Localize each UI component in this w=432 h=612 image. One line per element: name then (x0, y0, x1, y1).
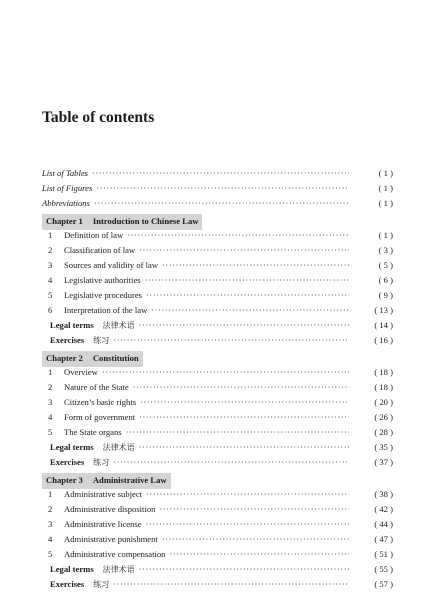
dot-leader (102, 365, 349, 380)
toc-entry-label: The State organs (64, 427, 122, 437)
toc-entry-exercises[interactable] (42, 577, 393, 592)
toc-page-number: ( 44 ) (374, 519, 393, 529)
dot-leader (162, 258, 349, 273)
toc-page-number: ( 1 ) (378, 183, 393, 193)
dot-leader (140, 395, 349, 410)
toc-entry-label: Overview (64, 367, 98, 377)
toc-entry-label: Classification of law (64, 245, 136, 255)
toc-entry-label: List of Tables (42, 168, 89, 178)
toc-entry[interactable] (42, 258, 393, 273)
toc-page-number: ( 1 ) (378, 198, 393, 208)
section-number: 4 (48, 275, 53, 285)
toc-entry-label: Abbreviations (42, 198, 90, 208)
table-of-contents (42, 166, 393, 592)
dot-leader (162, 532, 349, 547)
section-number: 2 (48, 382, 53, 392)
toc-entry[interactable] (42, 502, 393, 517)
toc-entry-exercises[interactable] (42, 455, 393, 470)
section-number: 6 (48, 305, 53, 315)
toc-page-number: ( 37 ) (374, 457, 393, 467)
toc-page-number: ( 57 ) (374, 579, 393, 589)
toc-entry[interactable] (42, 425, 393, 440)
toc-entry-legal-terms[interactable] (42, 318, 393, 333)
chapter-heading-row (42, 211, 393, 228)
dot-leader (139, 243, 349, 258)
toc-entry-label: Citizen’s basic rights (64, 397, 137, 407)
toc-entry-abbreviations[interactable] (42, 196, 393, 211)
toc-page-number: ( 28 ) (374, 427, 393, 437)
section-number: 3 (48, 397, 53, 407)
toc-page-number: ( 55 ) (374, 564, 393, 574)
toc-entry-label: Interpretation of the law (64, 305, 148, 315)
dot-leader (126, 425, 349, 440)
dot-leader (146, 487, 349, 502)
toc-page-number: ( 16 ) (374, 335, 393, 345)
toc-page-number: ( 51 ) (374, 549, 393, 559)
toc-entry[interactable] (42, 532, 393, 547)
dot-leader (139, 562, 349, 577)
toc-page-number: ( 3 ) (378, 245, 393, 255)
toc-entry-chinese: 练习 (93, 336, 110, 345)
toc-page-number: ( 35 ) (374, 442, 393, 452)
dot-leader (139, 440, 349, 455)
toc-page-number: ( 38 ) (374, 489, 393, 499)
dot-leader (113, 333, 349, 348)
toc-entry[interactable] (42, 273, 393, 288)
chapter-number: Chapter 2 (46, 353, 83, 363)
toc-entry-chinese: 法律术语 (102, 565, 135, 574)
section-number: 4 (48, 412, 53, 422)
toc-page-number: ( 18 ) (374, 382, 393, 392)
dot-leader (133, 380, 349, 395)
toc-entry-label: Exercises (50, 335, 85, 345)
toc-entry-chinese: 练习 (93, 580, 110, 589)
toc-entry-label: Legislative procedures (64, 290, 143, 300)
toc-entry-label: Administrative disposition (64, 504, 156, 514)
chapter-heading-row (42, 348, 393, 365)
toc-entry[interactable] (42, 410, 393, 425)
toc-entry[interactable] (42, 380, 393, 395)
toc-entry[interactable] (42, 243, 393, 258)
toc-entry-label: Nature of the State (64, 382, 129, 392)
chapter-title: Administrative Law (92, 475, 167, 485)
dot-leader (159, 502, 349, 517)
dot-leader (151, 303, 349, 318)
toc-entry-label: Sources and validity of law (64, 260, 159, 270)
toc-entry-exercises[interactable] (42, 333, 393, 348)
section-number: 1 (48, 230, 53, 240)
toc-page-number: ( 9 ) (378, 290, 393, 300)
toc-entry-label: Form of government (64, 412, 136, 422)
section-number: 1 (48, 489, 53, 499)
toc-entry-chinese: 练习 (93, 458, 110, 467)
toc-page-number: ( 1 ) (378, 230, 393, 240)
toc-page-number: ( 20 ) (374, 397, 393, 407)
toc-entry[interactable] (42, 487, 393, 502)
toc-entry-list-of-tables[interactable] (42, 166, 393, 181)
section-number: 5 (48, 427, 53, 437)
section-number: 3 (48, 519, 53, 529)
toc-entry-label: Exercises (50, 579, 85, 589)
toc-entry[interactable] (42, 517, 393, 532)
toc-page-number: ( 47 ) (374, 534, 393, 544)
toc-entry-label: Legal terms (50, 564, 94, 574)
section-number: 1 (48, 367, 53, 377)
chapter-number: Chapter 3 (46, 475, 83, 485)
toc-entry-label: Administrative subject (64, 489, 143, 499)
page-title: Table of contents (42, 109, 155, 126)
toc-page-number: ( 6 ) (378, 275, 393, 285)
dot-leader (94, 196, 349, 211)
toc-entry-label: Legal terms (50, 442, 94, 452)
toc-page-number: ( 14 ) (374, 320, 393, 330)
dot-leader (139, 410, 349, 425)
dot-leader (139, 318, 349, 333)
toc-entry[interactable] (42, 228, 393, 243)
section-number: 3 (48, 260, 53, 270)
section-number: 4 (48, 534, 53, 544)
toc-entry-list-of-figures[interactable] (42, 181, 393, 196)
toc-entry-label: Legislative authorities (64, 275, 141, 285)
toc-page-number: ( 1 ) (378, 168, 393, 178)
toc-entry-label: Exercises (50, 457, 85, 467)
toc-entry-label: Legal terms (50, 320, 94, 330)
toc-entry[interactable] (42, 288, 393, 303)
dot-leader (146, 288, 349, 303)
toc-entry[interactable] (42, 365, 393, 380)
toc-entry-label: List of Figures (42, 183, 93, 193)
dot-leader (113, 577, 349, 592)
toc-entry[interactable] (42, 303, 393, 318)
section-number: 2 (48, 504, 53, 514)
chapter-number: Chapter 1 (46, 216, 83, 226)
toc-entry-chinese: 法律术语 (102, 321, 135, 330)
toc-page-number: ( 26 ) (374, 412, 393, 422)
toc-entry[interactable] (42, 395, 393, 410)
chapter-title: Introduction to Chinese Law (92, 216, 199, 226)
dot-leader (169, 547, 349, 562)
toc-entry-legal-terms[interactable] (42, 440, 393, 455)
section-number: 5 (48, 549, 53, 559)
dot-leader (145, 273, 349, 288)
toc-page-number: ( 13 ) (374, 305, 393, 315)
toc-page-number: ( 5 ) (378, 260, 393, 270)
section-number: 5 (48, 290, 53, 300)
chapter-heading-row (42, 470, 393, 487)
toc-entry-label: Administrative punishment (64, 534, 158, 544)
dot-leader (146, 517, 349, 532)
dot-leader (127, 228, 349, 243)
dot-leader (96, 181, 349, 196)
toc-page-number: ( 18 ) (374, 367, 393, 377)
toc-entry-legal-terms[interactable] (42, 562, 393, 577)
dot-leader (113, 455, 349, 470)
chapter-title: Constitution (92, 353, 139, 363)
toc-entry[interactable] (42, 547, 393, 562)
toc-entry-label: Definition of law (64, 230, 124, 240)
toc-entry-chinese: 法律术语 (102, 443, 135, 452)
toc-page-number: ( 42 ) (374, 504, 393, 514)
dot-leader (92, 166, 349, 181)
toc-entry-label: Administrative license (64, 519, 142, 529)
section-number: 2 (48, 245, 53, 255)
toc-entry-label: Administrative compensation (64, 549, 166, 559)
